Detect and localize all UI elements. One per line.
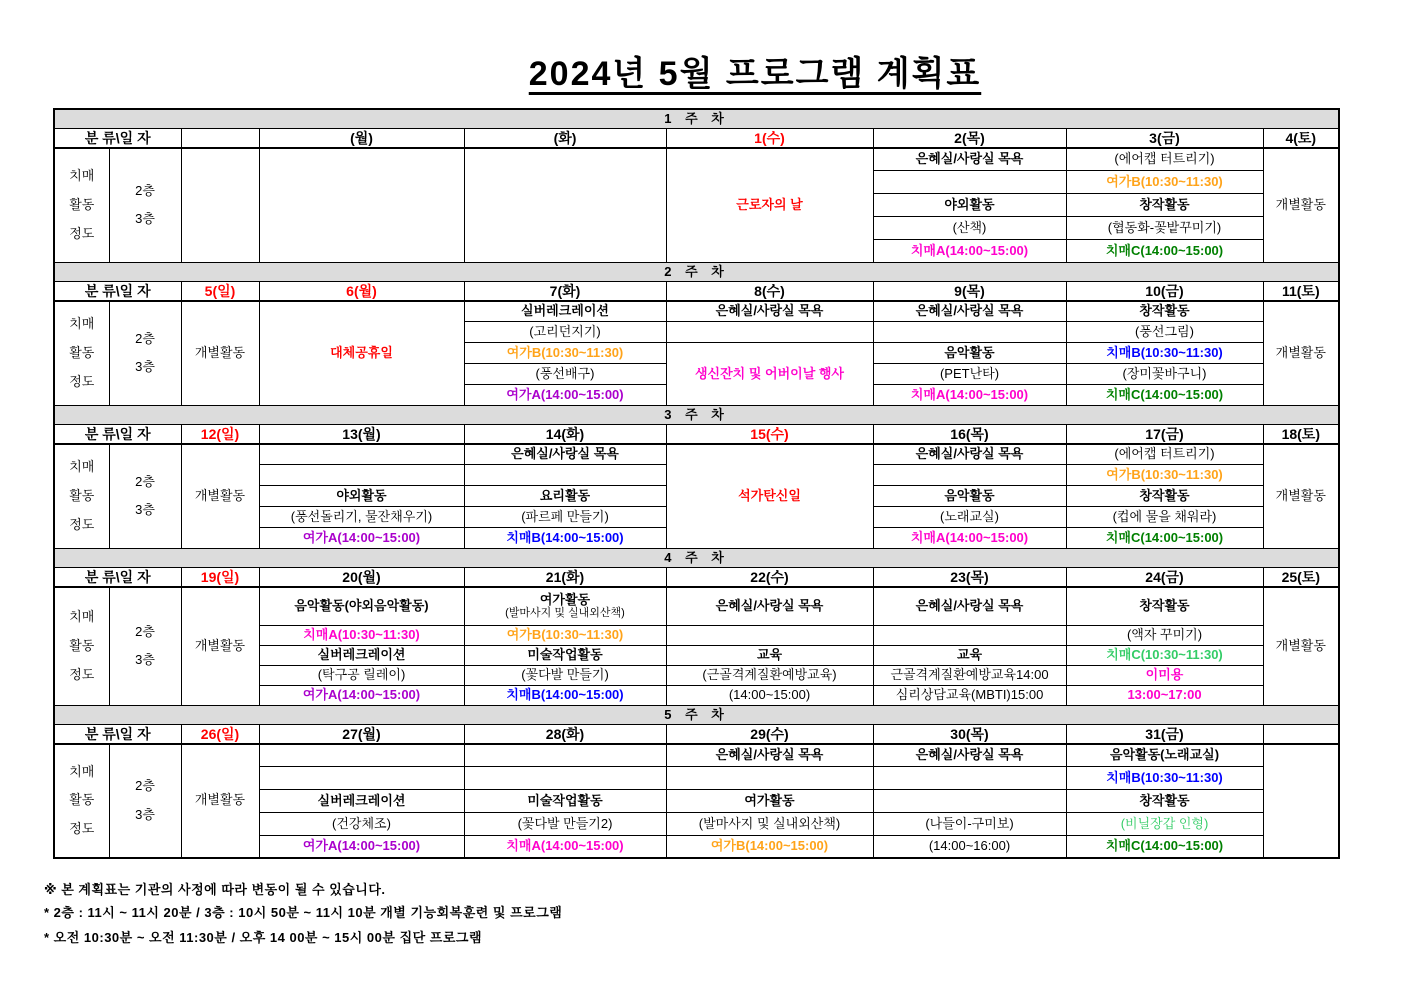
schedule-cell: 여가B(14:00~15:00) bbox=[666, 836, 873, 858]
week-band: 5 주 차 bbox=[54, 706, 1339, 725]
schedule-cell: 창작활동 bbox=[1066, 194, 1263, 217]
schedule-cell: 창작활동 bbox=[1066, 301, 1263, 322]
schedule-cell: 개별활동 bbox=[181, 301, 259, 406]
schedule-cell: 개별활동 bbox=[181, 587, 259, 706]
schedule-cell: 음악활동(노래교실) bbox=[1066, 744, 1263, 767]
day-header-cell: 23(목) bbox=[873, 568, 1066, 587]
day-header-cell: 31(금) bbox=[1066, 725, 1263, 744]
floor-label-line: 2층 bbox=[135, 473, 155, 489]
day-header-cell: 25(토) bbox=[1263, 568, 1339, 587]
corner-cell: 분 류\일 자 bbox=[54, 568, 181, 587]
schedule-cell: (컵에 물을 채워라) bbox=[1066, 507, 1263, 528]
week-band: 4 주 차 bbox=[54, 549, 1339, 568]
schedule-cell bbox=[873, 626, 1066, 646]
row-label-line: 정도 bbox=[69, 666, 95, 682]
schedule-cell: 치매A(14:00~15:00) bbox=[873, 385, 1066, 406]
day-header-cell: 28(화) bbox=[464, 725, 666, 744]
floor-label-line: 2층 bbox=[135, 623, 155, 639]
schedule-cell bbox=[181, 148, 259, 263]
schedule-cell: 이미용 bbox=[1066, 666, 1263, 686]
schedule-cell: (나들이-구미보) bbox=[873, 813, 1066, 836]
row-label-line: 치매 bbox=[69, 609, 95, 625]
schedule-cell: 은혜실/사랑실 목욕 bbox=[464, 444, 666, 465]
schedule-cell: (파르페 만들기) bbox=[464, 507, 666, 528]
schedule-cell: 여가A(14:00~15:00) bbox=[464, 385, 666, 406]
row-label-line: 활동 bbox=[69, 637, 95, 653]
day-header-cell: 8(수) bbox=[666, 282, 873, 301]
row-label-cell bbox=[54, 587, 109, 706]
schedule-cell: 여가B(10:30~11:30) bbox=[464, 343, 666, 364]
floor-label-cell bbox=[109, 587, 181, 706]
day-header-cell: 13(월) bbox=[259, 425, 464, 444]
day-header-cell: 19(일) bbox=[181, 568, 259, 587]
day-header-cell: 22(수) bbox=[666, 568, 873, 587]
schedule-cell: (풍선그림) bbox=[1066, 322, 1263, 343]
row-label-cell bbox=[54, 744, 109, 858]
day-header-cell: (화) bbox=[464, 129, 666, 148]
schedule-cell bbox=[873, 767, 1066, 790]
schedule-cell: 개별활동 bbox=[181, 444, 259, 549]
schedule-cell: 음악활동 bbox=[873, 343, 1066, 364]
footnote: * 오전 10:30분 ~ 오전 11:30분 / 오후 14 00분 ~ 15시 00분 집단 프로그램 bbox=[44, 930, 483, 945]
schedule-cell: 음악활동 bbox=[873, 486, 1066, 507]
schedule-cell bbox=[464, 767, 666, 790]
day-header-cell: 15(수) bbox=[666, 425, 873, 444]
day-header-cell: 27(월) bbox=[259, 725, 464, 744]
schedule-cell bbox=[666, 767, 873, 790]
schedule-cell: 개별활동 bbox=[181, 744, 259, 858]
schedule-cell: 근로자의 날 bbox=[666, 148, 873, 263]
row-label-line: 정도 bbox=[69, 820, 95, 836]
corner-cell: 분 류\일 자 bbox=[54, 282, 181, 301]
schedule-cell: 여가A(14:00~15:00) bbox=[259, 836, 464, 858]
schedule-cell: 치매B(10:30~11:30) bbox=[1066, 767, 1263, 790]
schedule-cell: 은혜실/사랑실 목욕 bbox=[873, 148, 1066, 171]
schedule-cell: 실버레크레이션 bbox=[259, 790, 464, 813]
row-label-cell bbox=[54, 301, 109, 406]
schedule-cell bbox=[464, 744, 666, 767]
schedule-cell: (풍선배구) bbox=[464, 364, 666, 385]
corner-cell: 분 류\일 자 bbox=[54, 129, 181, 148]
schedule-cell: 요리활동 bbox=[464, 486, 666, 507]
day-header-cell: 6(월) bbox=[259, 282, 464, 301]
schedule-cell: 치매B(10:30~11:30) bbox=[1066, 343, 1263, 364]
day-header-cell: 17(금) bbox=[1066, 425, 1263, 444]
schedule-cell: 치매A(14:00~15:00) bbox=[464, 836, 666, 858]
schedule-cell bbox=[464, 587, 666, 626]
schedule-cell: (고리던지기) bbox=[464, 322, 666, 343]
schedule-cell: 창작활동 bbox=[1066, 790, 1263, 813]
day-header-cell: 14(화) bbox=[464, 425, 666, 444]
schedule-cell: 여가A(14:00~15:00) bbox=[259, 528, 464, 549]
schedule-cell: 치매A(14:00~15:00) bbox=[873, 528, 1066, 549]
schedule-cell: 야외활동 bbox=[259, 486, 464, 507]
floor-label-cell bbox=[109, 148, 181, 263]
schedule-cell: 교육 bbox=[873, 646, 1066, 666]
floor-label-line: 3층 bbox=[135, 502, 155, 518]
schedule-cell-subtitle: (발마사지 및 실내외산책) bbox=[505, 606, 625, 619]
week-band: 3 주 차 bbox=[54, 406, 1339, 425]
schedule-cell: (탁구공 릴레이) bbox=[259, 666, 464, 686]
schedule-cell: (꽃다발 만들기2) bbox=[464, 813, 666, 836]
row-label-line: 활동 bbox=[69, 196, 95, 212]
floor-label-line: 2층 bbox=[135, 182, 155, 198]
schedule-body bbox=[54, 109, 1339, 858]
corner-cell: 분 류\일 자 bbox=[54, 725, 181, 744]
row-label-line: 정도 bbox=[69, 225, 95, 241]
schedule-cell: (에어캡 터트리기) bbox=[1066, 148, 1263, 171]
schedule-cell bbox=[873, 171, 1066, 194]
schedule-cell: 치매B(14:00~15:00) bbox=[464, 528, 666, 549]
schedule-wrap bbox=[53, 108, 1340, 859]
schedule-cell bbox=[259, 744, 464, 767]
day-header-cell: 16(목) bbox=[873, 425, 1066, 444]
row-label-line: 활동 bbox=[69, 792, 95, 808]
schedule-cell: (발마사지 및 실내외산책) bbox=[666, 813, 873, 836]
schedule-cell bbox=[873, 790, 1066, 813]
day-header-cell: 5(일) bbox=[181, 282, 259, 301]
schedule-cell: 개별활동 bbox=[1263, 301, 1339, 406]
row-label-line: 치매 bbox=[69, 168, 95, 184]
day-header-cell: 7(화) bbox=[464, 282, 666, 301]
schedule-cell bbox=[666, 626, 873, 646]
schedule-cell bbox=[464, 148, 666, 263]
schedule-cell: 치매C(14:00~15:00) bbox=[1066, 836, 1263, 858]
schedule-cell: 은혜실/사랑실 목욕 bbox=[666, 301, 873, 322]
schedule-cell: 여가B(10:30~11:30) bbox=[1066, 171, 1263, 194]
day-header-cell: 26(일) bbox=[181, 725, 259, 744]
day-header-cell: 10(금) bbox=[1066, 282, 1263, 301]
schedule-cell: 여가활동 bbox=[666, 790, 873, 813]
row-label-line: 치매 bbox=[69, 459, 95, 475]
schedule-cell bbox=[259, 767, 464, 790]
row-label-cell bbox=[54, 148, 109, 263]
schedule-cell: 치매B(14:00~15:00) bbox=[464, 686, 666, 706]
schedule-cell bbox=[259, 148, 464, 263]
schedule-cell: 심리상담교육(MBTI)15:00 bbox=[873, 686, 1066, 706]
day-header-cell bbox=[1263, 725, 1339, 744]
schedule-cell-title: 여가활동 bbox=[539, 592, 591, 607]
schedule-cell: (장미꽃바구니) bbox=[1066, 364, 1263, 385]
schedule-cell: 석가탄신일 bbox=[666, 444, 873, 549]
schedule-cell: 실버레크레이션 bbox=[259, 646, 464, 666]
schedule-cell: 미술작업활동 bbox=[464, 790, 666, 813]
day-header-cell: 20(월) bbox=[259, 568, 464, 587]
floor-label-cell bbox=[109, 301, 181, 406]
schedule-cell: 미술작업활동 bbox=[464, 646, 666, 666]
schedule-cell: (산책) bbox=[873, 217, 1066, 240]
schedule-cell: (건강체조) bbox=[259, 813, 464, 836]
schedule-table bbox=[53, 108, 1340, 859]
schedule-cell: 치매A(14:00~15:00) bbox=[873, 240, 1066, 263]
corner-cell: 분 류\일 자 bbox=[54, 425, 181, 444]
schedule-cell: 여가B(10:30~11:30) bbox=[464, 626, 666, 646]
schedule-cell: 개별활동 bbox=[1263, 444, 1339, 549]
week-band: 1 주 차 bbox=[54, 109, 1339, 129]
day-header-cell: 4(토) bbox=[1263, 129, 1339, 148]
floor-label-line: 3층 bbox=[135, 359, 155, 375]
schedule-cell: 은혜실/사랑실 목욕 bbox=[873, 444, 1066, 465]
day-header-cell: 9(목) bbox=[873, 282, 1066, 301]
schedule-cell bbox=[1263, 744, 1339, 858]
day-header-cell: (월) bbox=[259, 129, 464, 148]
day-header-cell bbox=[181, 129, 259, 148]
day-header-cell: 3(금) bbox=[1066, 129, 1263, 148]
day-header-cell: 18(토) bbox=[1263, 425, 1339, 444]
day-header-cell: 30(목) bbox=[873, 725, 1066, 744]
day-header-cell: 2(목) bbox=[873, 129, 1066, 148]
schedule-cell: 개별활동 bbox=[1263, 587, 1339, 706]
schedule-cell bbox=[666, 322, 873, 343]
schedule-cell: (14:00~16:00) bbox=[873, 836, 1066, 858]
schedule-cell bbox=[464, 465, 666, 486]
schedule-cell: (풍선돌리기, 물잔채우기) bbox=[259, 507, 464, 528]
schedule-cell: 대체공휴일 bbox=[259, 301, 464, 406]
schedule-cell: 치매C(14:00~15:00) bbox=[1066, 385, 1263, 406]
floor-label-line: 2층 bbox=[135, 330, 155, 346]
schedule-cell: 치매A(10:30~11:30) bbox=[259, 626, 464, 646]
schedule-cell: 창작활동 bbox=[1066, 486, 1263, 507]
schedule-cell: (꽃다발 만들기) bbox=[464, 666, 666, 686]
schedule-cell bbox=[259, 465, 464, 486]
day-header-cell: 21(화) bbox=[464, 568, 666, 587]
row-label-line: 활동 bbox=[69, 344, 95, 360]
day-header-cell: 11(토) bbox=[1263, 282, 1339, 301]
schedule-cell: (PET난타) bbox=[873, 364, 1066, 385]
schedule-cell: 치매C(14:00~15:00) bbox=[1066, 240, 1263, 263]
schedule-cell: 은혜실/사랑실 목욕 bbox=[666, 587, 873, 626]
schedule-cell: 치매C(10:30~11:30) bbox=[1066, 646, 1263, 666]
schedule-cell: 은혜실/사랑실 목욕 bbox=[873, 301, 1066, 322]
schedule-cell: 13:00~17:00 bbox=[1066, 686, 1263, 706]
schedule-cell: 치매C(14:00~15:00) bbox=[1066, 528, 1263, 549]
footnote: * 2층 : 11시 ~ 11시 20분 / 3층 : 10시 50분 ~ 11시 10분 개별 기능회복훈련 및 프로그램 bbox=[44, 905, 563, 920]
row-label-cell bbox=[54, 444, 109, 549]
schedule-cell bbox=[259, 444, 464, 465]
schedule-cell: (비닐장갑 인형) bbox=[1066, 813, 1263, 836]
schedule-cell: 여가B(10:30~11:30) bbox=[1066, 465, 1263, 486]
floor-label-line: 3층 bbox=[135, 211, 155, 227]
page-title: 2024년 5월 프로그램 계획표 bbox=[528, 55, 982, 93]
row-label-line: 치매 bbox=[69, 316, 95, 332]
floor-label-line: 3층 bbox=[135, 652, 155, 668]
footnote: ※ 본 계획표는 기관의 사정에 따라 변동이 될 수 있습니다. bbox=[44, 882, 386, 897]
schedule-cell: 음악활동(야외음악활동) bbox=[259, 587, 464, 626]
row-label-line: 정도 bbox=[69, 373, 95, 389]
schedule-cell: 실버레크레이션 bbox=[464, 301, 666, 322]
floor-label-cell bbox=[109, 744, 181, 858]
row-label-line: 치매 bbox=[69, 763, 95, 779]
schedule-cell: 생신잔치 및 어버이날 행사 bbox=[666, 343, 873, 406]
day-header-cell: 29(수) bbox=[666, 725, 873, 744]
schedule-cell bbox=[873, 465, 1066, 486]
row-label-line: 활동 bbox=[69, 487, 95, 503]
row-label-line: 정도 bbox=[69, 516, 95, 532]
schedule-cell: 개별활동 bbox=[1263, 148, 1339, 263]
schedule-cell: (노래교실) bbox=[873, 507, 1066, 528]
schedule-cell bbox=[873, 322, 1066, 343]
schedule-cell: 은혜실/사랑실 목욕 bbox=[873, 744, 1066, 767]
day-header-cell: 24(금) bbox=[1066, 568, 1263, 587]
floor-label-line: 3층 bbox=[135, 806, 155, 822]
schedule-cell: 은혜실/사랑실 목욕 bbox=[873, 587, 1066, 626]
schedule-cell: 창작활동 bbox=[1066, 587, 1263, 626]
week-band: 2 주 차 bbox=[54, 263, 1339, 282]
schedule-cell: (14:00~15:00) bbox=[666, 686, 873, 706]
floor-label-line: 2층 bbox=[135, 777, 155, 793]
day-header-cell: 12(일) bbox=[181, 425, 259, 444]
schedule-cell: 근골격계질환예방교육14:00 bbox=[873, 666, 1066, 686]
schedule-cell: (협동화-꽃밭꾸미기) bbox=[1066, 217, 1263, 240]
schedule-cell: 교육 bbox=[666, 646, 873, 666]
schedule-cell: 은혜실/사랑실 목욕 bbox=[666, 744, 873, 767]
schedule-cell: (액자 꾸미기) bbox=[1066, 626, 1263, 646]
schedule-cell: (에어캡 터트리기) bbox=[1066, 444, 1263, 465]
schedule-cell: 여가A(14:00~15:00) bbox=[259, 686, 464, 706]
schedule-cell: (근골격계질환예방교육) bbox=[666, 666, 873, 686]
day-header-cell: 1(수) bbox=[666, 129, 873, 148]
schedule-cell: 야외활동 bbox=[873, 194, 1066, 217]
floor-label-cell bbox=[109, 444, 181, 549]
